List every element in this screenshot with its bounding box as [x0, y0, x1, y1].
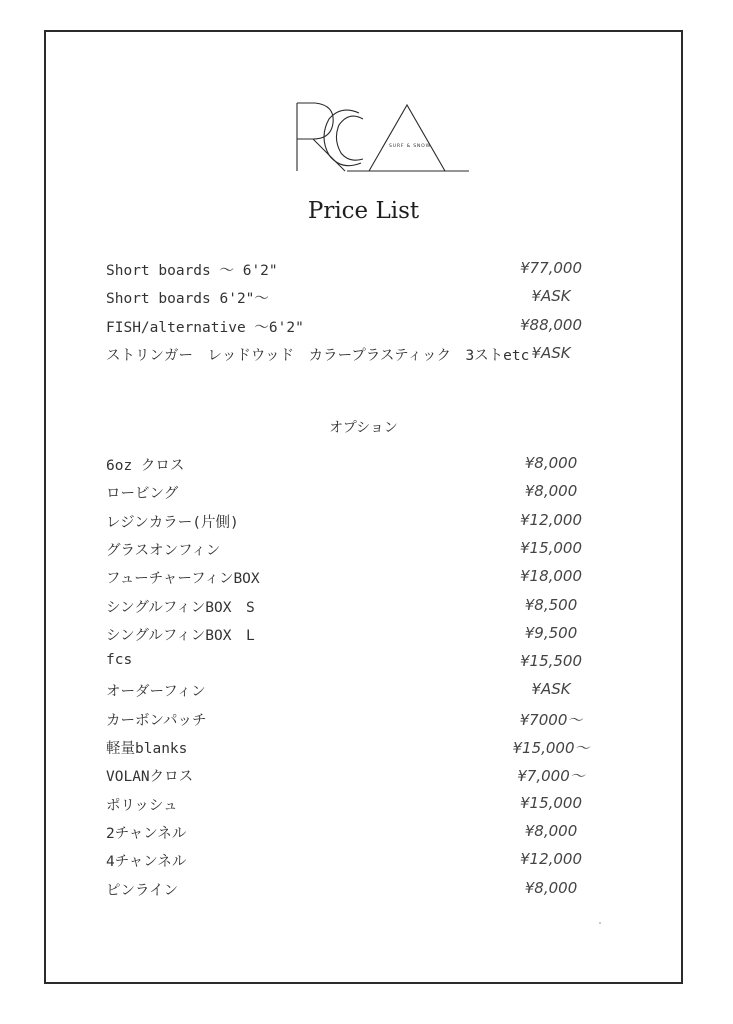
price-row: [106, 511, 610, 535]
price-row: [106, 737, 610, 761]
item-label: 軽量blanks: [106, 741, 188, 757]
price-row: [106, 596, 610, 620]
price-row: [106, 879, 610, 903]
price-row: [106, 652, 610, 676]
price-row: [106, 850, 610, 874]
options-heading: オプション: [329, 420, 398, 436]
item-price: ¥88,000: [519, 315, 583, 334]
item-label: 6oz クロス: [106, 458, 185, 474]
item-price: ¥ASK: [531, 343, 571, 362]
item-label: ストリンガー レッドウッド カラープラスティック 3ストetc: [106, 347, 530, 364]
item-price: ¥ASK: [531, 680, 571, 699]
item-label: 2チャンネル: [106, 825, 187, 842]
price-row: [106, 482, 610, 506]
price-row: [106, 794, 610, 818]
price-row: [106, 287, 610, 311]
item-label: Short boards 6'2"～: [106, 291, 269, 308]
price-row: [106, 344, 610, 368]
price-row: [106, 765, 610, 789]
price-row: [106, 539, 610, 563]
item-label: オーダーフィン: [106, 684, 206, 701]
item-price: ¥7,000～: [517, 767, 585, 786]
price-row: [106, 680, 610, 704]
item-price: ¥8,000: [524, 482, 578, 501]
item-label: 4チャンネル: [106, 854, 187, 871]
price-row: [106, 259, 610, 283]
item-label: シングルフィンBOX S: [106, 599, 255, 616]
item-label: シングルフィンBOX L: [106, 627, 255, 644]
item-price: ¥15,000: [519, 793, 583, 812]
paper-speck: [599, 922, 601, 924]
item-label: レジンカラー(片側): [106, 514, 239, 531]
price-row: [106, 567, 610, 591]
item-price: ¥8,000: [524, 878, 578, 897]
item-label: VOLANクロス: [106, 769, 194, 786]
item-label: ロービング: [106, 486, 179, 503]
price-row: [106, 822, 610, 846]
item-price: ¥77,000: [519, 259, 583, 277]
item-price: ¥15,000: [519, 538, 583, 557]
item-price: ¥12,000: [519, 510, 583, 529]
price-row: [106, 454, 610, 478]
roca-logo: [289, 97, 469, 175]
price-row: [106, 709, 610, 733]
item-price: ¥7000～: [519, 710, 583, 729]
item-label: カーボンパッチ: [106, 712, 207, 729]
item-label: fcs: [106, 652, 133, 669]
item-price: ¥8,000: [524, 454, 578, 472]
page-title: Price List: [307, 198, 420, 224]
item-label: ピンライン: [106, 882, 179, 899]
item-price: ¥9,500: [524, 623, 578, 642]
item-price: ¥8,500: [524, 595, 578, 614]
item-price: ¥12,000: [519, 850, 583, 869]
item-label: グラスオンフィン: [106, 542, 221, 559]
item-label: ポリッシュ: [106, 797, 178, 814]
item-price: ¥8,000: [524, 821, 578, 840]
price-list-frame: [44, 30, 683, 984]
item-price: ¥15,500: [519, 652, 583, 671]
logo-tagline: SURF & SNOW: [389, 144, 431, 149]
item-label: Short boards ～ 6'2": [106, 263, 278, 279]
item-price: ¥18,000: [519, 567, 583, 586]
price-row: [106, 316, 610, 340]
price-row: [106, 624, 610, 648]
item-price: ¥15,000～: [512, 739, 590, 757]
item-label: フューチャーフィンBOX: [106, 571, 260, 588]
item-label: FISH/alternative ～6'2": [106, 319, 304, 336]
item-price: ¥ASK: [531, 287, 571, 306]
